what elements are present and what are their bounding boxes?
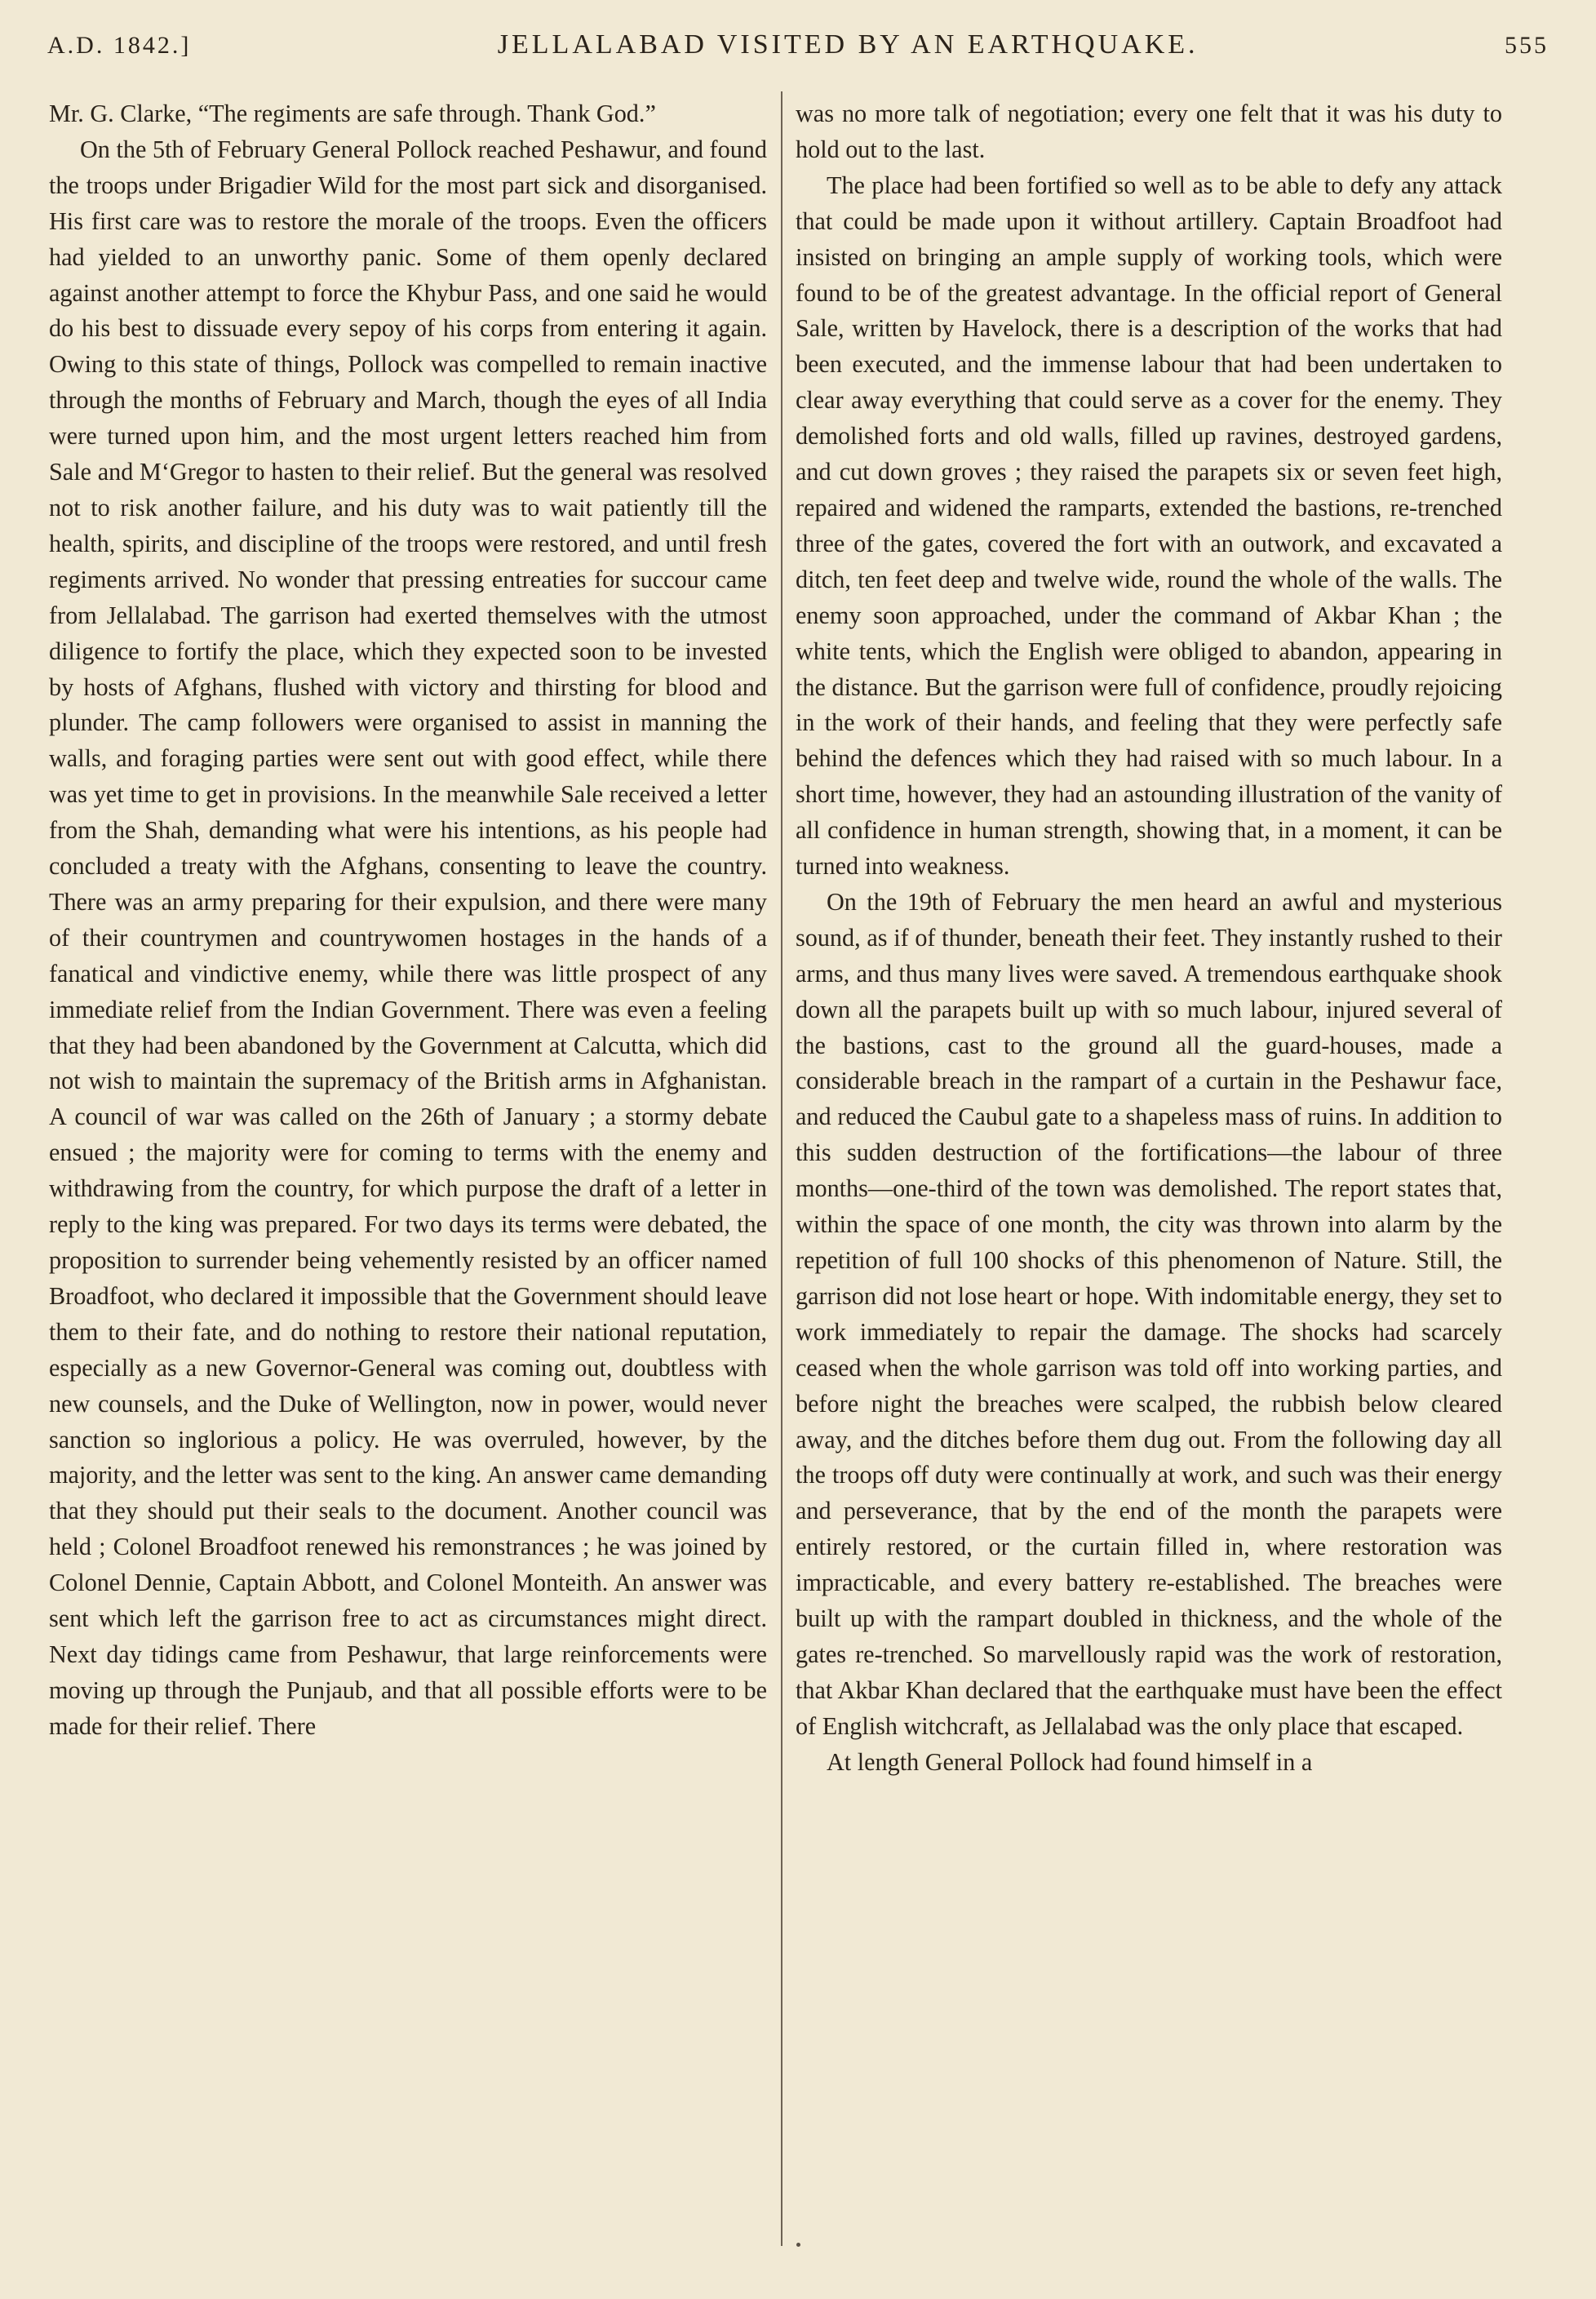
right-column [796, 96, 1502, 2235]
paragraph: On the 5th of February General Pollock reached Peshawur, and found the troops under Brigadier Wild for the most part sick and disorganised. His first care was to restore the morale of the troops. Even the officers had yielded to an unworthy panic. Some of them openly declared against another attempt to force the Khybur Pass, and one said he would do his best to dissuade every sepoy of his corps from entering it again. Owing to this state of things, Pollock was compelled to remain inactive through the months of February and March, though the eyes of all India were turned upon him, and the most urgent letters reached him from Sale and M‘Gregor to hasten to their relief. But the general was resolved not to risk another failure, and his duty was to wait patiently till the health, spirits, and discipline of the troops were restored, and until fresh regiments arrived. No wonder that pressing entreaties for succour came from Jellalabad. The garrison had exerted themselves with the utmost diligence to fortify the place, which they expected soon to be invested by hosts of Afghans, flushed with victory and thirsting for blood and plunder. The camp followers were organised to assist in manning the walls, and foraging parties were sent out with good effect, while there was yet time to get in provisions. In the meanwhile Sale received a letter from the Shah, demanding what were his intentions, as his people had concluded a treaty with the Afghans, consenting to leave the country. There was an army preparing for their expulsion, and there were many of their countrymen and countrywomen hostages in the hands of a fanatical and vindictive enemy, while there was little prospect of any immediate relief from the Indian Government. There was even a feeling that they had been abandoned by the Government at Calcutta, which did not wish to maintain the supremacy of the British arms in Afghanistan. A council of war was called on the 26th of January ; a stormy debate ensued ; the majority were for coming to terms with the enemy and withdrawing from the country, for which purpose the draft of a letter in reply to the king was prepared. For two days its terms were debated, the proposition to surrender being vehemently resisted by an officer named Broadfoot, who declared it impossible that the Government should leave them to their fate, and do nothing to restore their national reputation, especially as a new Governor-General was coming out, doubtless with new counsels, and the Duke of Wellington, now in power, would never sanction so inglorious a policy. He was overruled, however, by the majority, and the letter was sent to the king. An answer came demanding that they should put their seals to the document. Another council was held ; Colonel Broadfoot renewed his remonstrances ; he was joined by Colonel Dennie, Captain Abbott, and Colonel Monteith. An answer was sent which left the garrison free to act as circumstances might direct. Next day tidings came from Peshawur, that large reinforcements were moving up through the Punjaub, and that all possible efforts were to be made for their relief. There [49, 135, 767, 1740]
running-header [47, 29, 1549, 78]
paragraph: was no more talk of negotiation; every one felt that it was his duty to hold out to the last. [796, 100, 1502, 163]
page-number: 555 [1504, 32, 1549, 59]
column-divider [781, 91, 782, 2246]
header-year: A.D. 1842.] [47, 32, 192, 59]
header-title: JELLALABAD VISITED BY AN EARTHQUAKE. [497, 29, 1199, 60]
paragraph: On the 19th of February the men heard an awful and mysterious sound, as if of thunder, beneath their feet. They instantly rushed to their arms, and thus many lives were saved. A tremendous earthquake shook down all the parapets built up with so much labour, injured several of the bastions, cast to the ground all the guard-houses, made a considerable breach in the rampart of a curtain in the Peshawur face, and reduced the Caubul gate to a shapeless mass of ruins. In addition to this sudden destruction of the fortifications—the labour of three months—one-third of the town was demolished. The report states that, within the space of one month, the city was thrown into alarm by the repetition of full 100 shocks of this phenomenon of Nature. Still, the garrison did not lose heart or hope. With indomitable energy, they set to work immediately to repair the damage. The shocks had scarcely ceased when the whole garrison was told off into working parties, and before night the breaches were scalped, the rubbish below cleared away, and the ditches before them dug out. From the following day all the troops off duty were continually at work, and such was their energy and perseverance, that by the end of the month the parapets were entirely restored, or the curtain filled in, where restoration was impracticable, and every battery re-established. The breaches were built up with the rampart doubled in thickness, and the whole of the gates re-trenched. So marvellously rapid was the work of restoration, that Akbar Khan declared that the earthquake must have been the effect of English witchcraft, as Jellalabad was the only place that escaped. [796, 887, 1502, 1740]
paragraph: At length General Pollock had found himself in a [827, 1747, 1313, 1776]
ink-speck [796, 2243, 800, 2247]
left-column [49, 96, 767, 2235]
paragraph: The place had been fortified so well as to be able to defy any attack that could be made upon it without artillery. Captain Broadfoot had insisted on bringing an ample supply of working tools, which were found to be of the greatest advantage. In the official report of General Sale, written by Havelock, there is a description of the works that had been executed, and the immense labour that had been undertaken to clear away everything that could serve as a cover for the enemy. They demolished forts and old walls, filled up ravines, destroyed gardens, and cut down groves ; they raised the parapets six or seven feet high, repaired and widened the ramparts, extended the bastions, re-trenched three of the gates, covered the fort with an outwork, and excavated a ditch, ten feet deep and twelve wide, round the whole of the walls. The enemy soon approached, under the command of Akbar Khan ; the white tents, which the English were obliged to abandon, appearing in the distance. But the garrison were full of confidence, proudly rejoicing in the work of their hands, and feeling that they were perfectly safe behind the defences which they had raised with so much labour. In a short time, however, they had an astounding illustration of the vanity of all confidence in human strength, showing that, in a moment, it can be turned into weakness. [796, 171, 1502, 881]
paragraph: Mr. G. Clarke, “The regiments are safe through. Thank God.” [49, 100, 656, 127]
